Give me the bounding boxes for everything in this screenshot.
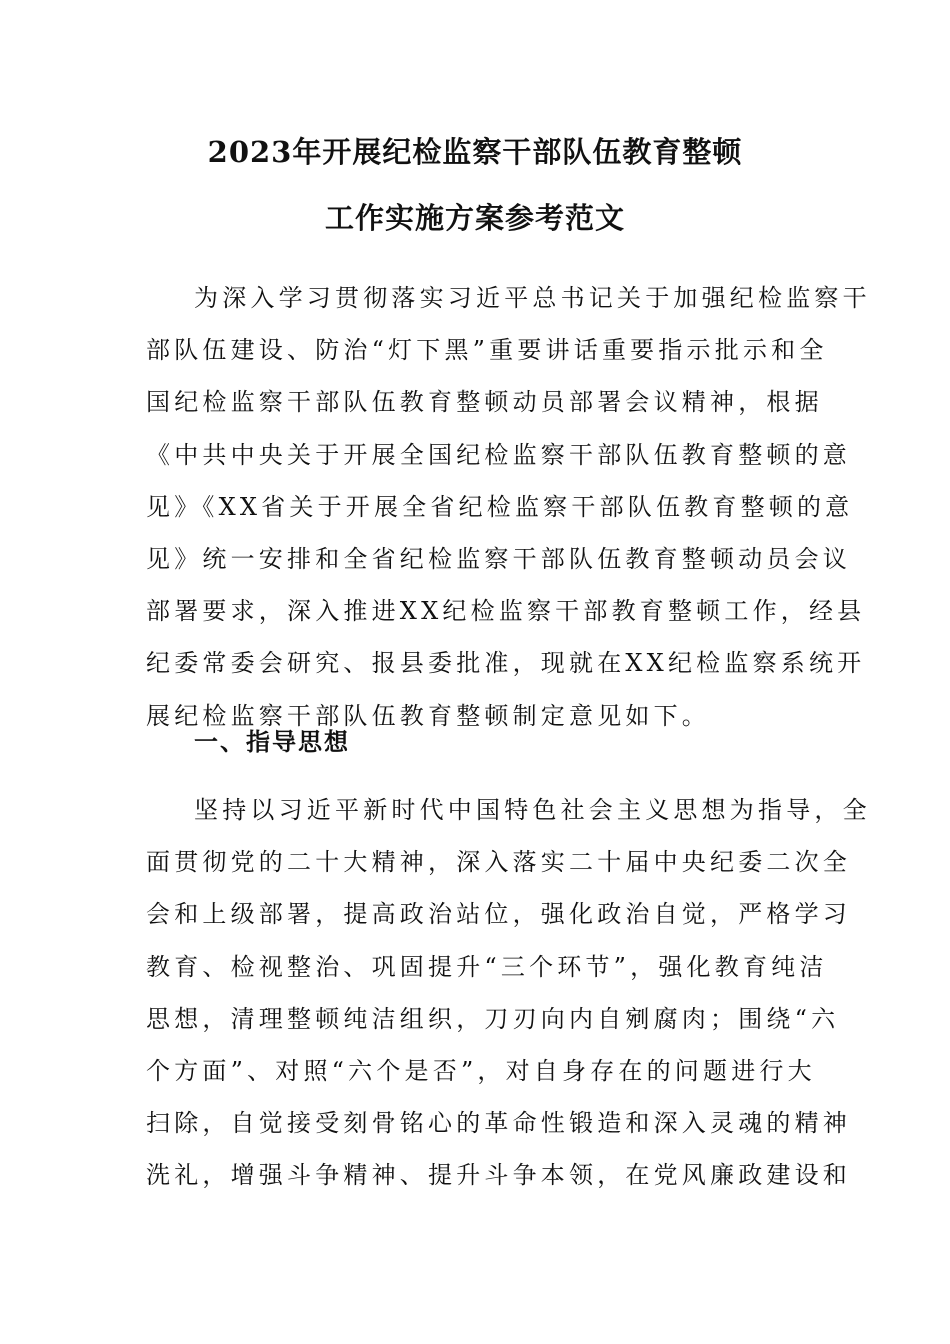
- paragraph-line: 扫除，自觉接受刻骨铭心的革命性锻造和深入灵魂的精神: [146, 1109, 851, 1138]
- intro-paragraph: [146, 272, 871, 742]
- document-title-line-2: 工作实施方案参考范文: [324, 201, 625, 235]
- paragraph-line: 见》统一安排和全省纪检监察干部队伍教育整顿动员会议: [146, 544, 851, 573]
- paragraph-line: 会和上级部署，提高政治站位，强化政治自觉，严格学习: [146, 900, 851, 929]
- section-heading-guiding-ideology: 一、指导思想: [194, 728, 350, 756]
- paragraph-line: 部署要求，深入推进XX纪检监察干部教育整顿工作，经县: [146, 597, 866, 626]
- paragraph-line: 展纪检监察干部队伍教育整顿制定意见如下。: [146, 701, 710, 730]
- paragraph-line: 思想，清理整顿纯洁组织，刀刃向内自剜腐肉；围绕“六: [146, 1004, 840, 1033]
- document-title-line-1: 2023年开展纪检监察干部队伍教育整顿: [207, 135, 743, 169]
- paragraph-line: 面贯彻党的二十大精神，深入落实二十届中央纪委二次全: [146, 848, 851, 877]
- paragraph-line: 见》《XX省关于开展全省纪检监察干部队伍教育整顿的意: [146, 492, 854, 521]
- paragraph-line: 教育、检视整治、巩固提升“三个环节”，强化教育纯洁: [146, 952, 828, 981]
- paragraph-line: 部队伍建设、防治“灯下黑”重要讲话重要指示批示和全: [146, 336, 828, 365]
- guiding-ideology-paragraph: [146, 784, 871, 1202]
- paragraph-line: 坚持以习近平新时代中国特色社会主义思想为指导，全: [194, 796, 871, 824]
- paragraph-line: 《中共中央关于开展全国纪检监察干部队伍教育整顿的意: [146, 440, 851, 469]
- paragraph-line: 国纪检监察干部队伍教育整顿动员部署会议精神，根据: [146, 388, 823, 417]
- paragraph-line: 个方面”、对照“六个是否”，对自身存在的问题进行大: [146, 1056, 816, 1085]
- paragraph-line: 纪委常委会研究、报县委批准，现就在XX纪检监察系统开: [146, 649, 866, 678]
- paragraph-line: 洗礼，增强斗争精神、提升斗争本领，在党风廉政建设和: [146, 1161, 851, 1190]
- paragraph-line: 为深入学习贯彻落实习近平总书记关于加强纪检监察干: [194, 284, 871, 312]
